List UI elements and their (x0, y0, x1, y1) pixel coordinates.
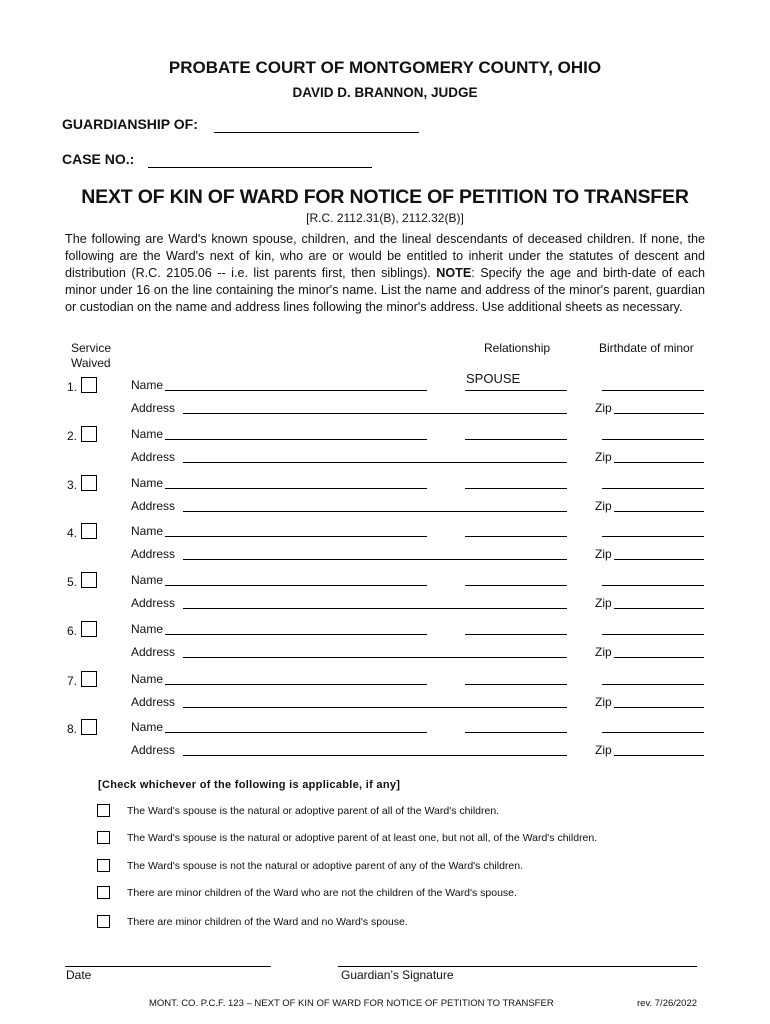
case-number-label: CASE NO.: (62, 151, 135, 167)
birthdate-field[interactable] (602, 488, 704, 489)
zip-label: Zip (595, 401, 612, 415)
row-number: 3. (67, 478, 78, 492)
applicable-option-text: There are minor children of the Ward and no Ward's spouse. (127, 916, 408, 928)
birthdate-field[interactable] (602, 439, 704, 440)
service-waived-header-2: Waived (71, 356, 111, 370)
row-number: 1. (67, 380, 78, 394)
row-number: 7. (67, 674, 78, 688)
guardianship-field[interactable] (214, 132, 419, 133)
court-name: PROBATE COURT OF MONTGOMERY COUNTY, OHIO (168, 58, 602, 77)
applicable-option-checkbox[interactable] (97, 859, 110, 872)
name-field[interactable] (165, 390, 427, 391)
service-waived-checkbox[interactable] (81, 572, 97, 588)
relationship-field[interactable] (465, 390, 567, 391)
zip-field[interactable] (614, 707, 704, 708)
case-number-field[interactable] (148, 167, 372, 168)
address-field[interactable] (183, 511, 567, 512)
relationship-value: SPOUSE (466, 371, 521, 386)
applicable-option-checkbox[interactable] (97, 804, 110, 817)
name-field[interactable] (165, 634, 427, 635)
zip-label: Zip (595, 695, 612, 709)
birthdate-field[interactable] (602, 536, 704, 537)
zip-field[interactable] (614, 462, 704, 463)
name-label: Name (131, 573, 164, 587)
applicable-option-checkbox[interactable] (97, 831, 110, 844)
address-label: Address (131, 743, 176, 757)
row-number: 8. (67, 722, 78, 736)
address-field[interactable] (183, 413, 567, 414)
address-label: Address (131, 450, 176, 464)
service-waived-checkbox[interactable] (81, 426, 97, 442)
applicable-option-text: The Ward's spouse is the natural or adoptive parent of all of the Ward's children. (127, 805, 500, 817)
service-waived-checkbox[interactable] (81, 523, 97, 539)
address-label: Address (131, 401, 176, 415)
address-field[interactable] (183, 608, 567, 609)
relationship-field[interactable] (465, 684, 567, 685)
address-label: Address (131, 499, 176, 513)
address-label: Address (131, 645, 176, 659)
statute-reference: [R.C. 2112.31(B), 2112.32(B)] (306, 211, 464, 225)
applicable-option-text: There are minor children of the Ward who are not the children of the Ward's spouse. (127, 887, 517, 899)
address-field[interactable] (183, 707, 567, 708)
relationship-header: Relationship (484, 341, 551, 355)
birthdate-field[interactable] (602, 390, 704, 391)
name-field[interactable] (165, 536, 427, 537)
instructions-text: The following are Ward's known spouse, children, and the lineal descendants of deceased children. If none, the following are the Ward's next of kin, who are or would be entitled to inherit under the statutes of descent and distribution (R.C. 2105.06 -- i.e. list parents first, then siblings). (65, 232, 705, 280)
check-heading: [Check whichever of the following is applicable, if any] (98, 779, 401, 791)
zip-label: Zip (595, 450, 612, 464)
signature-line[interactable] (338, 966, 697, 967)
date-line[interactable] (65, 966, 271, 967)
relationship-field[interactable] (465, 536, 567, 537)
note-text: : Specify the age and birth-date of each minor under 16 on the line containing the minor's name. List the name and address of the minor's parent, guardian or custodian on the name and address lines following the minor's address. Use additional sheets as necessary. (65, 266, 706, 314)
row-number: 6. (67, 624, 78, 638)
zip-field[interactable] (614, 559, 704, 560)
service-waived-checkbox[interactable] (81, 621, 97, 637)
zip-label: Zip (595, 596, 612, 610)
birthdate-field[interactable] (602, 684, 704, 685)
birthdate-field[interactable] (602, 585, 704, 586)
row-number: 2. (67, 429, 78, 443)
name-field[interactable] (165, 684, 427, 685)
name-label: Name (131, 672, 164, 686)
judge-name: DAVID D. BRANNON, JUDGE (292, 85, 478, 100)
zip-field[interactable] (614, 511, 704, 512)
signature-label: Guardian’s Signature (341, 968, 454, 982)
relationship-field[interactable] (465, 634, 567, 635)
address-field[interactable] (183, 657, 567, 658)
instructions (65, 231, 705, 316)
name-label: Name (131, 720, 164, 734)
relationship-field[interactable] (465, 732, 567, 733)
applicable-option-text: The Ward's spouse is the natural or adoptive parent of at least one, but not all, of the Ward's children. (127, 832, 598, 844)
name-label: Name (131, 378, 164, 392)
service-waived-header-1: Service (71, 341, 112, 355)
name-label: Name (131, 427, 164, 441)
zip-label: Zip (595, 645, 612, 659)
zip-field[interactable] (614, 755, 704, 756)
relationship-field[interactable] (465, 585, 567, 586)
footer-revision: rev. 7/26/2022 (637, 998, 698, 1009)
guardianship-label: GUARDIANSHIP OF: (62, 116, 198, 132)
applicable-option-checkbox[interactable] (97, 915, 110, 928)
name-field[interactable] (165, 488, 427, 489)
zip-field[interactable] (614, 657, 704, 658)
address-field[interactable] (183, 462, 567, 463)
applicable-option-text: The Ward's spouse is not the natural or adoptive parent of any of the Ward's children. (127, 860, 524, 872)
name-label: Name (131, 476, 164, 490)
applicable-option-checkbox[interactable] (97, 886, 110, 899)
note-label: NOTE (436, 266, 472, 280)
form-title: NEXT OF KIN OF WARD FOR NOTICE OF PETITION TO TRANSFER (81, 186, 689, 208)
birthdate-header: Birthdate of minor (599, 341, 694, 355)
name-field[interactable] (165, 439, 427, 440)
service-waived-checkbox[interactable] (81, 671, 97, 687)
service-waived-checkbox[interactable] (81, 719, 97, 735)
zip-label: Zip (595, 499, 612, 513)
zip-label: Zip (595, 743, 612, 757)
relationship-field[interactable] (465, 488, 567, 489)
address-label: Address (131, 596, 176, 610)
relationship-field[interactable] (465, 439, 567, 440)
name-field[interactable] (165, 732, 427, 733)
address-field[interactable] (183, 755, 567, 756)
birthdate-field[interactable] (602, 634, 704, 635)
zip-field[interactable] (614, 413, 704, 414)
row-number: 4. (67, 526, 78, 540)
row-number: 5. (67, 575, 78, 589)
address-label: Address (131, 547, 176, 561)
footer-form-id: MONT. CO. P.C.F. 123 – NEXT OF KIN OF WARD FOR NOTICE OF PETITION TO TRANSFER (149, 998, 554, 1009)
zip-label: Zip (595, 547, 612, 561)
name-field[interactable] (165, 585, 427, 586)
address-label: Address (131, 695, 176, 709)
name-label: Name (131, 622, 164, 636)
name-label: Name (131, 524, 164, 538)
service-waived-checkbox[interactable] (81, 475, 97, 491)
service-waived-checkbox[interactable] (81, 377, 97, 393)
address-field[interactable] (183, 559, 567, 560)
birthdate-field[interactable] (602, 732, 704, 733)
date-label: Date (66, 968, 92, 982)
zip-field[interactable] (614, 608, 704, 609)
